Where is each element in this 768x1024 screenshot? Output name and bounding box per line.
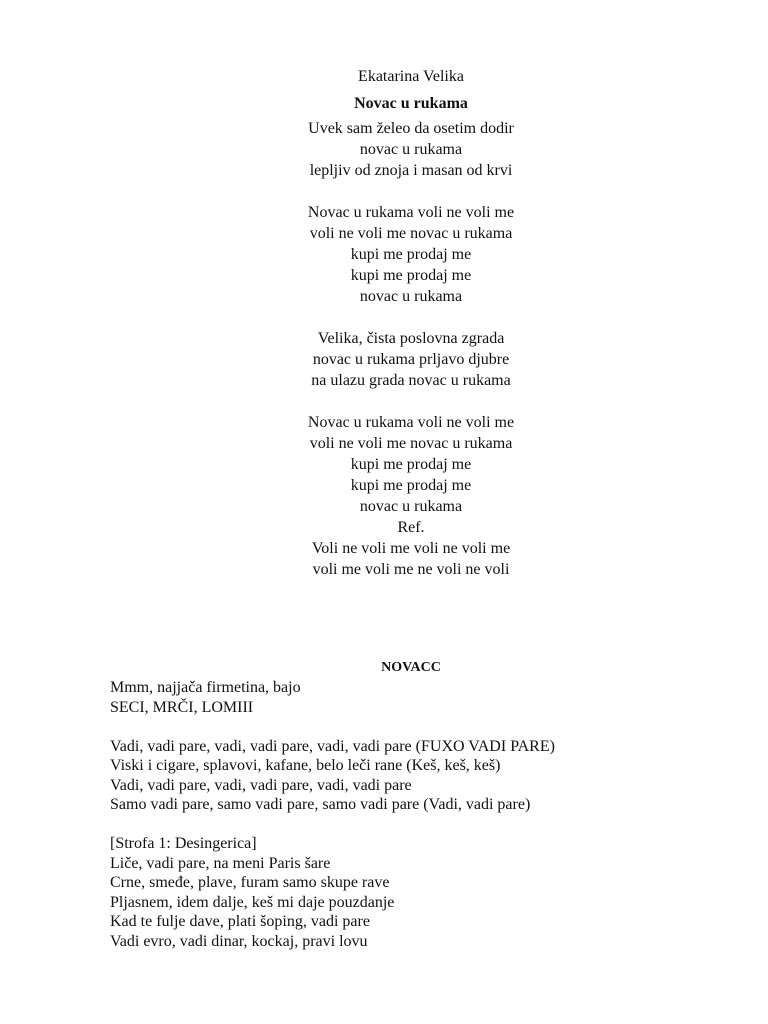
lyric-line: Uvek sam želeo da osetim dodir — [308, 120, 514, 137]
lyric-line: Novac u rukama voli ne voli me — [307, 204, 515, 221]
lyric-line: novac u rukama prljavo djubre — [312, 351, 510, 368]
lyric-line: novac u rukama — [359, 498, 463, 515]
lyric-line: kupi me prodaj me — [350, 246, 472, 263]
lyric-line: Kad te fulje dave, plati šoping, vadi pare — [110, 913, 370, 930]
song-novacc — [110, 678, 760, 971]
lyric-line: kupi me prodaj me — [350, 456, 472, 473]
lyric-line: Velika, čista poslovna zgrada — [317, 330, 505, 347]
lyric-line: SECI, MRČI, LOMIII — [110, 698, 254, 716]
song-artist: Ekatarina Velika — [358, 68, 464, 85]
stanza — [110, 678, 760, 717]
lyric-line: kupi me prodaj me — [350, 477, 472, 494]
stanza — [110, 737, 760, 815]
lyric-line: lepljiv od znoja i masan od krvi — [309, 162, 513, 179]
lyric-line: Novac u rukama voli ne voli me — [307, 414, 515, 431]
stanza — [0, 412, 768, 580]
lyric-line: kupi me prodaj me — [350, 267, 472, 284]
stanza — [0, 118, 768, 181]
song-novac-u-rukama — [0, 66, 768, 580]
lyric-line: Liče, vadi pare, na meni Paris šare — [110, 854, 331, 872]
lyric-line: Vadi evro, vadi dinar, kockaj, pravi lovu — [110, 932, 368, 950]
refrain-marker: Ref. — [397, 519, 425, 536]
lyric-line: Mmm, najjača firmetina, bajo — [110, 679, 301, 696]
stanza — [110, 834, 760, 951]
stanza — [0, 328, 768, 391]
lyric-line: na ulazu grada novac u rukama — [311, 372, 511, 389]
lyric-line: Samo vadi pare, samo vadi pare, samo vadi pare (Vadi, vadi pare) — [110, 796, 531, 813]
section-label: [Strofa 1: Desingerica] — [110, 835, 257, 852]
lyric-line: Pljasnem, idem dalje, keš mi daje pouzdanje — [110, 893, 395, 911]
lyric-line: voli ne voli me novac u rukama — [309, 225, 513, 242]
song-title: NOVACC — [381, 660, 441, 675]
stanza — [0, 202, 768, 307]
lyric-line: Vadi, vadi pare, vadi, vadi pare, vadi, vadi pare — [110, 776, 412, 794]
lyric-line: voli ne voli me novac u rukama — [309, 435, 513, 452]
lyric-line: novac u rukama — [359, 141, 463, 158]
lyric-line: Viski i cigare, splavovi, kafane, belo leči rane (Keš, keš, keš) — [110, 757, 501, 774]
lyric-line: voli me voli me ne voli ne voli — [312, 561, 510, 578]
lyric-line: Voli ne voli me voli ne voli me — [311, 540, 511, 557]
song-title: Novac u rukama — [354, 95, 468, 112]
lyric-line: novac u rukama — [359, 288, 463, 305]
lyric-line: Crne, smeđe, plave, furam samo skupe rave — [110, 874, 390, 891]
lyric-line: Vadi, vadi pare, vadi, vadi pare, vadi, vadi pare (FUXO VADI PARE) — [110, 737, 555, 755]
